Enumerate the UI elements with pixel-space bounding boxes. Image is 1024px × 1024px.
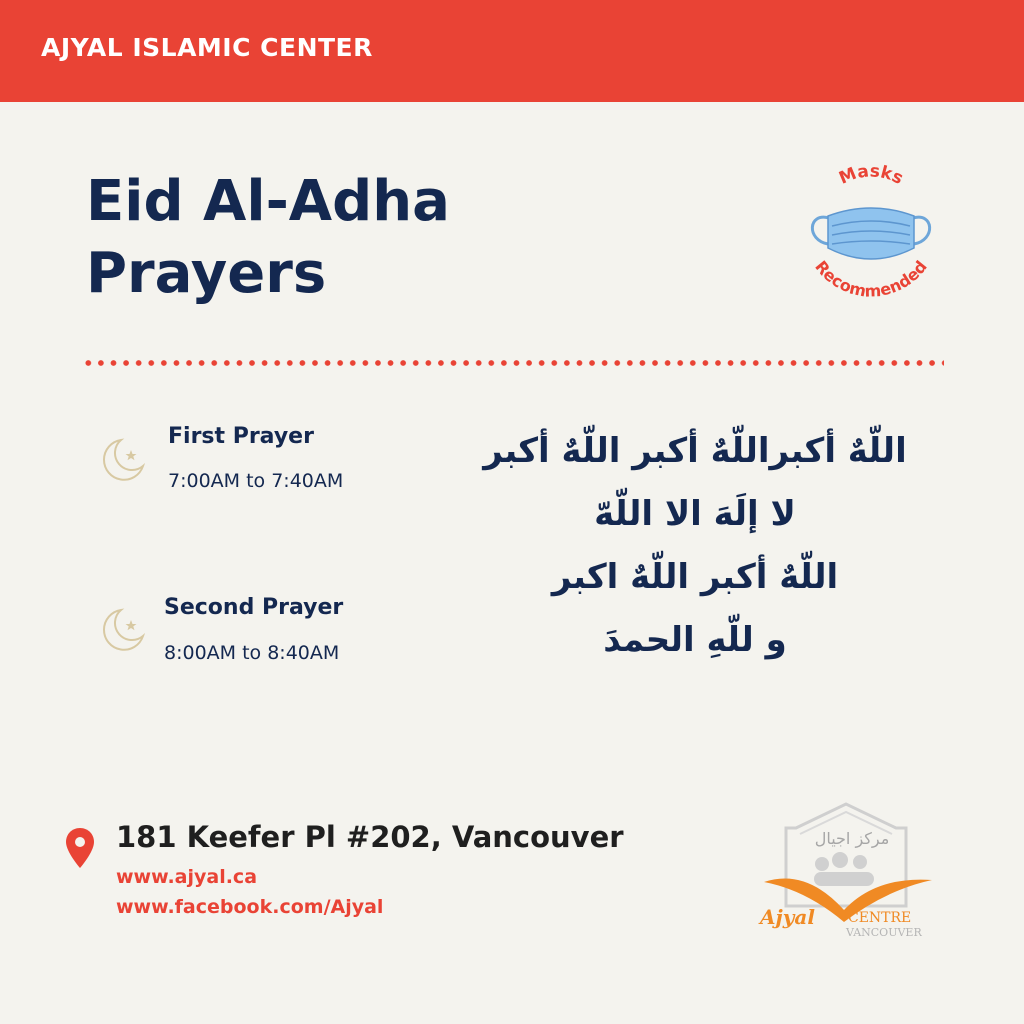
center-name: AJYAL ISLAMIC CENTER: [41, 33, 373, 62]
title-line-2: Prayers: [86, 241, 327, 306]
title-line-1: Eid Al-Adha: [86, 169, 450, 234]
location-pin-icon: [66, 828, 94, 868]
ajyal-centre-logo: [756, 798, 936, 948]
takbir-line-1: اللّهٌ أكبراللّهٌ أكبر اللّهٌ أكبر: [483, 431, 907, 471]
crescent-moon-icon: [99, 606, 147, 654]
takbir-text: [480, 420, 910, 672]
dotted-divider: [82, 359, 944, 367]
crescent-moon-icon: [99, 436, 147, 484]
website-link[interactable]: www.ajyal.ca: [116, 866, 258, 888]
facebook-link[interactable]: www.facebook.com/Ajyal: [116, 896, 384, 918]
takbir-line-4: و للّهِ الحمدَ: [603, 620, 787, 660]
face-mask-icon: [812, 208, 929, 259]
masks-recommended-badge: [796, 160, 946, 310]
second-prayer-time: 8:00AM to 8:40AM: [164, 642, 340, 664]
first-prayer-time: 7:00AM to 7:40AM: [168, 470, 344, 492]
people-icon: [814, 852, 874, 886]
address-text: 181 Keefer Pl #202, Vancouver: [116, 820, 624, 854]
header-banner: [0, 0, 1024, 102]
logo-centre-text: CENTRE: [848, 910, 912, 926]
takbir-line-3: اللّهٌ أكبر اللّهٌ اكبر: [551, 557, 839, 597]
badge-bottom-text: Recommended: [811, 257, 931, 301]
logo-vancouver-text: VANCOUVER: [846, 926, 922, 939]
second-prayer-label: Second Prayer: [164, 595, 344, 620]
logo-ajyal-text: Ajyal: [760, 905, 815, 929]
takbir-line-2: لا إلَهَ الا اللّهّ: [594, 494, 796, 534]
page-title: [86, 166, 450, 310]
first-prayer-label: First Prayer: [168, 424, 314, 449]
badge-top-text: Masks: [836, 161, 907, 189]
logo-arabic-name: مركز اجيال: [814, 829, 890, 848]
